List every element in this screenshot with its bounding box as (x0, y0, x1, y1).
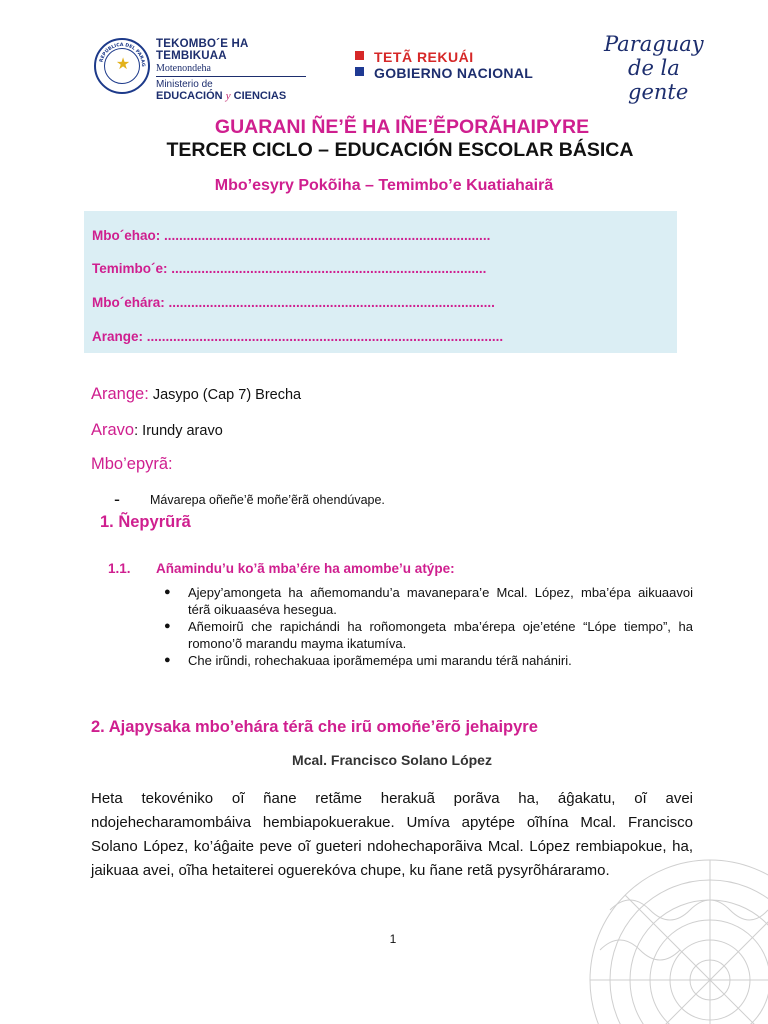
mec-line1: TEKOMBO´E HA TEMBIKUAA (156, 38, 249, 62)
mec-educacion: EDUCACIÓN (156, 90, 223, 102)
aravo-value: : Irundy aravo (134, 423, 223, 439)
seal-ring-text: REPÚBLICA DEL PARAG (99, 42, 146, 67)
student-info-form (84, 211, 677, 353)
reading-paragraph: Heta tekovéniko oĩ ñane retãme herakuã porãva ha, áĝakatu, oĩ avei ndojehecharamombáiva hembiapokuerakue. Umíva apytépe oĩhína Mcal. Francisco Solano López, ko’áĝaite peve oĩ gueteri ndohechaporãiva Mcal. López rembiapokue, ha, jaikuaa avei, oĩha hetaiterei oguerekóva chupe, ku ñane retã pysyrõháraramo. (91, 790, 693, 879)
gov-line1: TETÃ REKUÁI (374, 49, 474, 65)
form-fill-line: .................................................................................... (167, 261, 487, 276)
brand-line2: de la gente (628, 56, 689, 104)
flag-icon (355, 51, 364, 76)
list-item-text: Che irũndi, rohechakuaa iporãmemépa umi marandu térã nahániri. (188, 653, 572, 668)
reading-title: Mcal. Francisco Solano López (292, 752, 492, 768)
bullet-icon: ● (164, 654, 171, 666)
list-item (162, 652, 693, 669)
form-label: Mbo´ehára: (92, 295, 165, 310)
page-number: 1 (389, 932, 397, 946)
objective-text: Mávarepa oñeñe’ẽ moñe’ẽrã ohendúvape. (150, 493, 385, 507)
mec-logo-text (156, 38, 316, 102)
subsection-number: 1.1. (108, 561, 131, 576)
mboepyra-line (91, 455, 173, 474)
form-label: Arange: (92, 329, 144, 344)
form-row-date[interactable] (92, 329, 503, 344)
star-icon: ★ (115, 56, 131, 73)
form-fill-line: ....................................................................................... (160, 228, 491, 243)
mec-line2: Motenondeha (156, 63, 211, 74)
arange-label: Arange: (91, 385, 149, 403)
arange-value: Jasypo (Cap 7) Brecha (152, 387, 302, 403)
bullet-list (162, 584, 693, 669)
gov-line2: GOBIERNO NACIONAL (374, 65, 534, 81)
form-row-student[interactable] (92, 261, 486, 276)
form-fill-line: ....................................................................................... (164, 295, 495, 310)
main-title: GUARANI ÑE’Ẽ HA IÑE’ẼPORÃHAIPYRE (214, 116, 590, 138)
document-type-title: Mbo’esyry Pokõiha – Temimbo’e Kuatiahairã (214, 177, 554, 194)
aravo-label: Aravo (91, 421, 135, 439)
mec-divider (156, 76, 306, 77)
form-fill-line: ............................................................................................... (143, 329, 504, 344)
brand-paraguay-de-la-gente (604, 32, 734, 104)
aravo-line (91, 421, 223, 440)
mec-line4 (156, 90, 316, 102)
seal-ring-text-icon (94, 38, 150, 94)
mec-line3: Ministerio de (156, 79, 213, 90)
mec-y: y (225, 90, 231, 102)
bullet-icon: ● (164, 620, 171, 632)
list-item (162, 584, 693, 618)
section2-title: 2. Ajapysaka mbo’ehára térã che irũ omoñe’ẽrõ jehaipyre (91, 718, 538, 736)
list-item-text: Añemoirũ che rapichándi ha roñomongeta mba’érepa oje’eténe “Lópe tiempo”, ha romono’õ marandu mayma ikatumíva. (188, 619, 693, 651)
bullet-icon: ● (164, 586, 171, 598)
brand-line1: Paraguay (604, 32, 704, 56)
section1-title: 1. Ñepyrũrã (100, 513, 191, 531)
list-item-text: Ajepy’amongeta ha añemomandu’a mavanepara’e Mcal. López, mba’épa aikuaavoi térã oikuaaséva hesegua. (188, 585, 693, 617)
government-logo-text (374, 49, 533, 81)
subsection-1-1 (108, 561, 455, 576)
form-label: Mbo´ehao: (92, 228, 161, 243)
form-row-school[interactable] (92, 228, 490, 243)
subsection-title: Añamindu’u ko’ã mba’ére ha amombe’u atýpe: (156, 561, 455, 576)
coat-of-arms-seal (94, 38, 150, 94)
svg-text:REPÚBLICA DEL PARAGUAY (94, 38, 146, 67)
arange-line (91, 385, 301, 404)
form-label: Temimbo´e: (92, 261, 168, 276)
objective-dash: - (114, 489, 120, 509)
mec-ciencias: CIENCIAS (233, 90, 287, 102)
list-item (162, 618, 693, 652)
mboepyra-label: Mbo’epyrã: (91, 455, 173, 473)
level-title: TERCER CICLO – EDUCACIÓN ESCOLAR BÁSICA (166, 139, 634, 161)
form-row-teacher[interactable] (92, 295, 495, 310)
